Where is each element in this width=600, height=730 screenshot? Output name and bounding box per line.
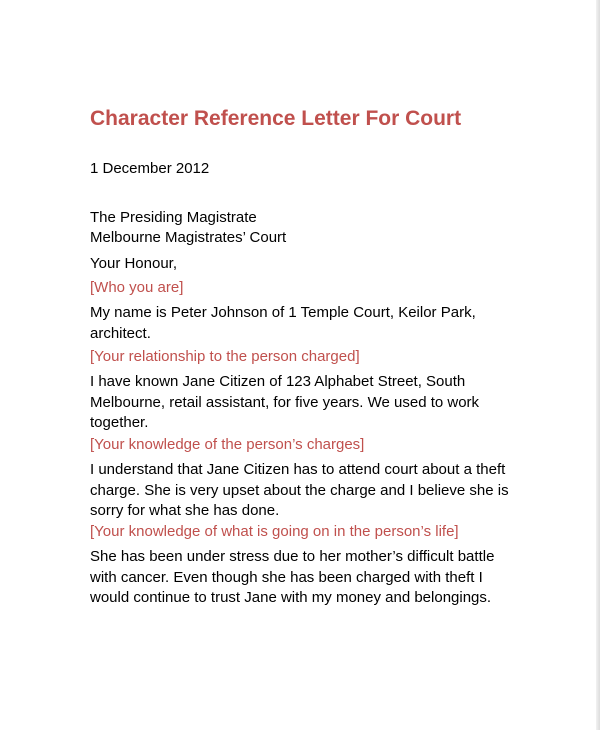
section-text-life: She has been under stress due to her mother’s difficult battle with cancer. Even though she has been charged with theft I would continue to trust Jane with my money and belongings. [90, 548, 495, 606]
section-prompt-who-you-are: [Who you are] [90, 279, 184, 296]
section-prompt-life: [Your knowledge of what is going on in the person’s life] [90, 523, 459, 540]
section-prompt-relationship: [Your relationship to the person charged] [90, 348, 360, 365]
salutation: Your Honour, [90, 255, 178, 272]
section-prompt-charges: [Your knowledge of the person’s charges] [90, 436, 365, 453]
recipient-line-2: Melbourne Magistrates’ Court [90, 229, 287, 246]
section-text-relationship: I have known Jane Citizen of 123 Alphabet Street, South Melbourne, retail assistant, for five years. We used to work together. [90, 373, 480, 431]
letter-title: Character Reference Letter For Court [90, 107, 462, 130]
section-text-charges: I understand that Jane Citizen has to attend court about a theft charge. She is very upset about the charge and I believe she is sorry for what she has done. [90, 461, 509, 519]
letter-date: 1 December 2012 [90, 160, 210, 177]
section-text-who-you-are: My name is Peter Johnson of 1 Temple Court, Keilor Park, architect. [90, 304, 476, 342]
recipient-line-1: The Presiding Magistrate [90, 209, 257, 226]
